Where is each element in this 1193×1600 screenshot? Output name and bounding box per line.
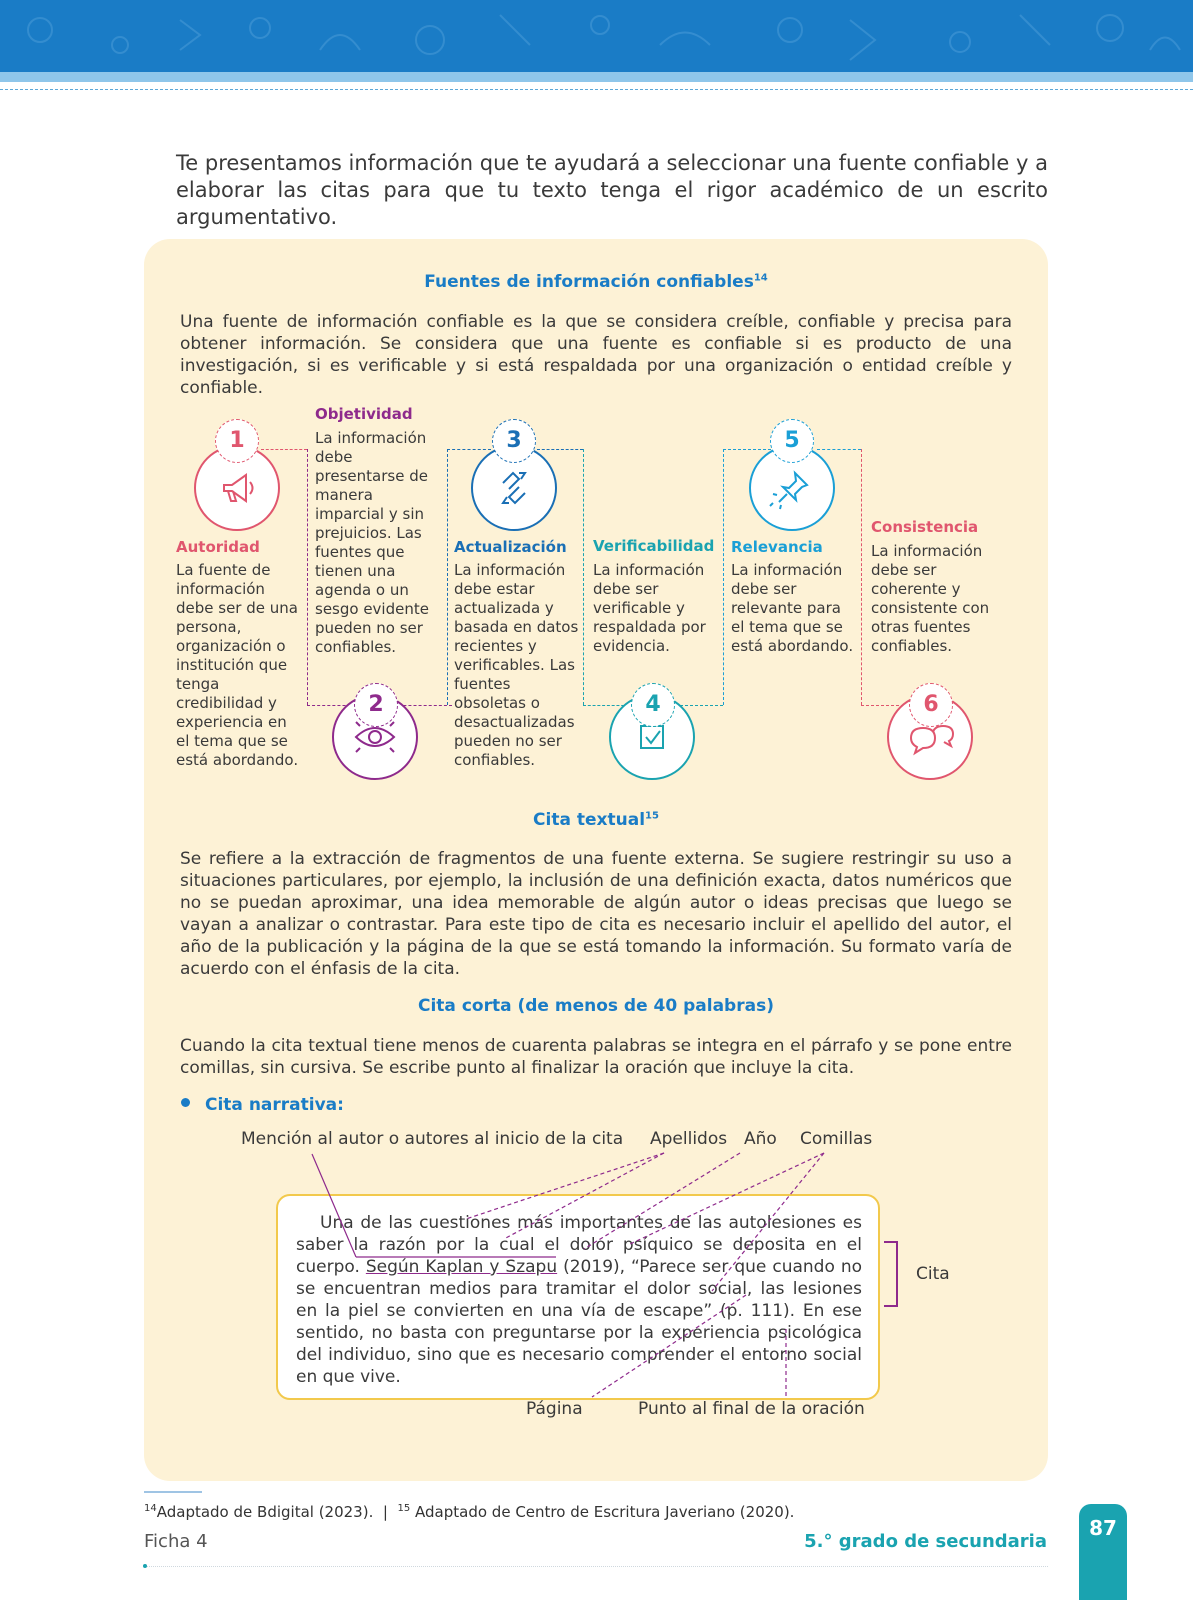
page-number-tab xyxy=(1079,1504,1127,1600)
doodle-pattern xyxy=(0,0,1193,72)
connector-2-3-vertical xyxy=(447,449,448,705)
connector-3-4-vertical xyxy=(583,449,584,705)
label-comillas: Comillas xyxy=(800,1129,873,1149)
header-dashed-line xyxy=(0,89,1193,90)
connector-1-2-vertical xyxy=(307,449,308,705)
footer-ficha: Ficha 4 xyxy=(144,1531,208,1552)
cita-textual-paragraph: Se refiere a la extracción de fragmentos de una fuente externa. Se sugiere restringir su uso a situaciones particulares, por ejemplo, la inclusión de una definición exacta, datos numéricos que no se puedan aproximar, una idea memorable de algún autor o ideas precisas que luego se vayan a analizar o contrastar. Para este tipo de cita es necesario incluir el apellido del autor, el año de la publicación y la página de la que se está tomando la información. Su formato varía de acuerdo con el énfasis de la cita. xyxy=(180,849,1012,979)
criterion-text-relevancia: La información debe ser relevante para el tema que se está abordando. xyxy=(731,561,854,655)
criterion-title-relevancia: Relevancia xyxy=(731,538,823,556)
label-cita: Cita xyxy=(916,1264,950,1284)
footer-dot xyxy=(143,1564,147,1568)
step-number-4: 4 xyxy=(631,683,675,727)
sources-paragraph: Una fuente de información confiable es la que se considera creíble, confiable y precisa para obtener información. Se considera que una fuente es confiable si es producto de una investigación, si es verificable y si está respaldada por una organización o entidad creíble y confiable. xyxy=(180,312,1012,398)
cita-bracket xyxy=(884,1241,898,1307)
cita-corta-paragraph: Cuando la cita textual tiene menos de cuarenta palabras se integra en el párrafo y se pone entre comillas, sin cursiva. Se escribe punto al finalizar la oración que incluye la cita. xyxy=(180,1036,1012,1078)
content-panel xyxy=(144,239,1048,1481)
bullet-dot xyxy=(181,1098,190,1107)
quote-example-box xyxy=(276,1194,880,1400)
criterion-text-consistencia: La información debe ser coherente y consistente con otras fuentes confiables. xyxy=(871,542,990,655)
footer-dotted-rule xyxy=(144,1566,1048,1567)
footnotes: $^{14}$Adaptado de Bdigital (2023). | $^{15}$ Adaptado de Centro de Escritura Javeriano (2020). xyxy=(144,1503,795,1521)
sources-title: Fuentes de información confiables$^{14}$ xyxy=(424,272,768,292)
step-number-2: 2 xyxy=(354,683,398,727)
connector-5-6-vertical xyxy=(861,449,862,705)
label-apellidos: Apellidos xyxy=(650,1129,728,1149)
header-stripe xyxy=(0,72,1193,82)
cita-narrativa-title: Cita narrativa: xyxy=(205,1095,344,1115)
page-number: 87 xyxy=(1089,1516,1117,1540)
connector-4-5-vertical xyxy=(723,449,724,705)
quote-author-mention: Según Kaplan y Szapu xyxy=(365,1257,558,1277)
criterion-title-verificabilidad: Verificabilidad xyxy=(593,537,715,555)
footnote-rule xyxy=(144,1491,202,1493)
footer-grade: 5.° grado de secundaria xyxy=(804,1531,1047,1552)
label-punto-final: Punto al final de la oración xyxy=(638,1399,865,1419)
cita-textual-title: Cita textual$^{15}$ xyxy=(533,810,659,830)
criterion-text-autoridad: La fuente de información debe ser de una persona, organización o institución que tenga credibilidad y experiencia en el tema que se está abordando. xyxy=(176,561,299,769)
criterion-title-consistencia: Consistencia xyxy=(871,518,979,536)
criterion-text-verificabilidad: La información debe ser verificable y respaldada por evidencia. xyxy=(593,561,706,655)
intro-paragraph: Te presentamos información que te ayudará a seleccionar una fuente confiable y a elaborar las citas para que tu texto tenga el rigor académico de un escrito argumentativo. xyxy=(176,151,1048,229)
criterion-title-actualizacion: Actualización xyxy=(454,538,567,556)
quote-example-text: Una de las cuestiones más importantes de las autolesiones es saber la razón por la cual el dolor psíquico se deposita en el cuerpo. Según Kaplan y Szapu (2019), “Parece ser que cuando no se encuentran medios para tramitar el dolor social, las lesiones en la piel se convierten en una vía de escape” (p. 111). En ese sentido, no basta con preguntarse por la experiencia psicológica del individuo, sino que es necesario comprender el entorno social en que vive. xyxy=(296,1213,863,1387)
label-anio: Año xyxy=(744,1129,777,1149)
criterion-title-autoridad: Autoridad xyxy=(176,538,260,556)
step-number-1: 1 xyxy=(215,419,259,463)
label-pagina: Página xyxy=(526,1399,583,1419)
header-banner xyxy=(0,0,1193,72)
step-number-6: 6 xyxy=(909,683,953,727)
criterion-text-objetividad: La información debe presentarse de manera imparcial y sin prejuicios. Las fuentes que tienen una agenda o un sesgo evidente pueden no ser confiables. xyxy=(315,429,429,656)
criterion-text-actualizacion: La información debe estar actualizada y basada en datos recientes y verificables. Las fuentes obsoletas o desactualizadas pueden no ser confiables. xyxy=(454,561,579,769)
step-number-5: 5 xyxy=(770,419,814,463)
step-number-3: 3 xyxy=(492,419,536,463)
criterion-title-objetividad: Objetividad xyxy=(315,405,413,423)
label-mencion-autor: Mención al autor o autores al inicio de la cita xyxy=(241,1129,624,1149)
cita-corta-title: Cita corta (de menos de 40 palabras) xyxy=(418,996,774,1016)
